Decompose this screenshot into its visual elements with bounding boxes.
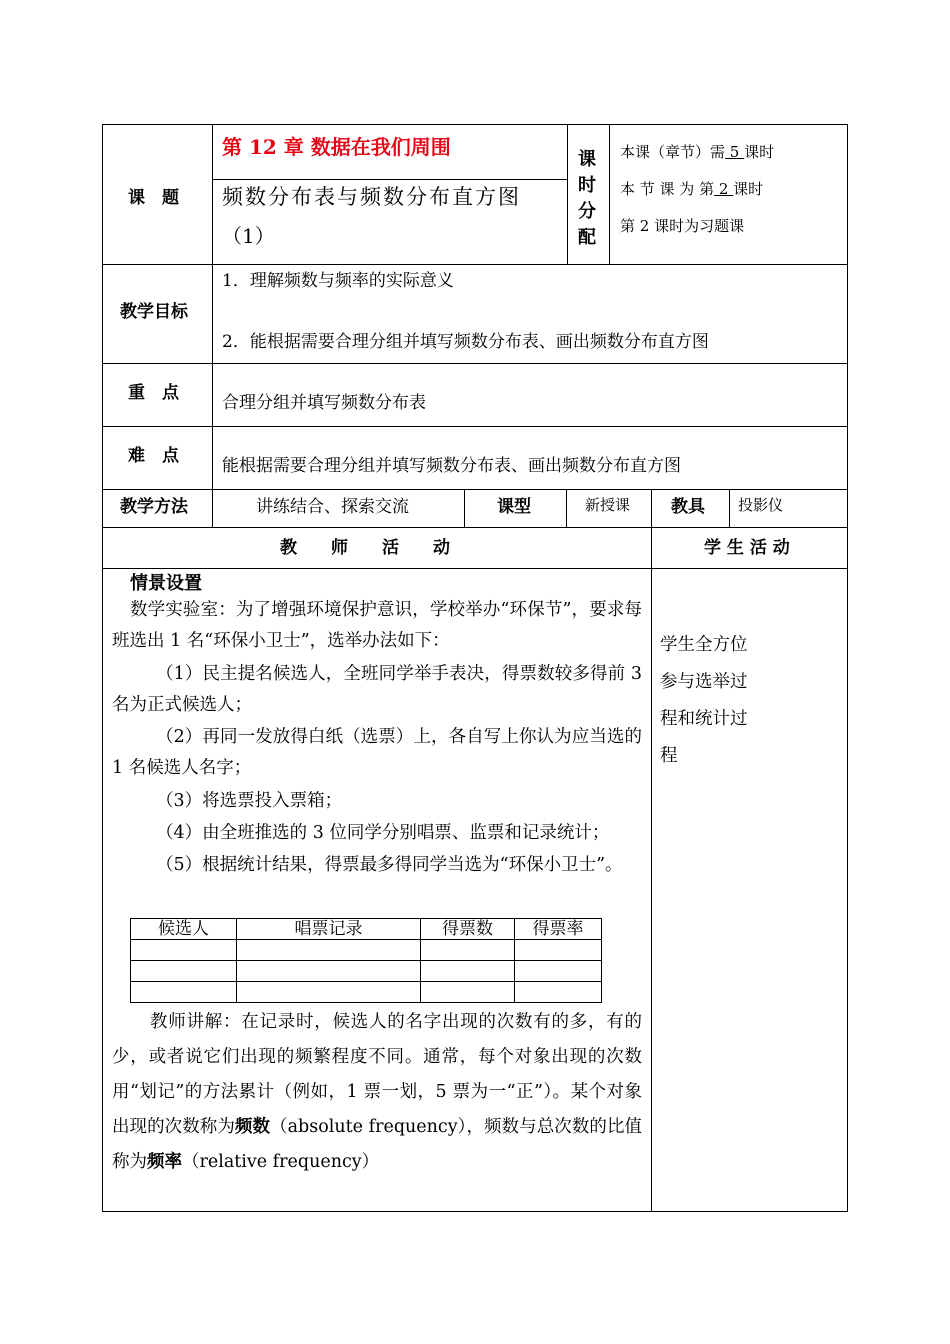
objectives-label: 教学目标 bbox=[120, 302, 188, 322]
table-cell bbox=[131, 940, 237, 961]
table-cell bbox=[515, 940, 602, 961]
method-label: 教学方法 bbox=[120, 497, 188, 517]
table-row bbox=[131, 982, 602, 1003]
intro-paragraph: 数学实验室：为了增强环境保护意识，学校举办“环保节”，要求每班选出 1 名“环保小卫士”，选举办法如下： bbox=[112, 600, 642, 651]
table-cell bbox=[131, 961, 237, 982]
difficulty-label: 难 点 bbox=[128, 446, 179, 466]
column-header: 得票率 bbox=[515, 919, 602, 940]
step-5: （5）根据统计结果，得票最多得同学当选为“环保小卫士”。 bbox=[156, 855, 623, 875]
column-header: 得票数 bbox=[421, 919, 515, 940]
table-cell bbox=[421, 961, 515, 982]
table-cell bbox=[421, 982, 515, 1003]
term-relative-frequency-en: （relative frequency） bbox=[182, 1152, 380, 1172]
schedule-label-char: 时 bbox=[578, 175, 596, 196]
method-value: 讲练结合、探索交流 bbox=[256, 497, 409, 517]
lesson-title: 频数分布表与频数分布直方图 bbox=[222, 185, 521, 209]
chapter-title: 第 12 章 数据在我们周围 bbox=[222, 135, 451, 159]
schedule-label-char: 课 bbox=[578, 149, 596, 170]
term-frequency: 频数 bbox=[234, 1117, 271, 1137]
step-2: （2）再同一发放得白纸（选票）上，各自写上你认为应当选的 1 名候选人名字； bbox=[112, 727, 642, 778]
teaching-aid-label: 教具 bbox=[671, 497, 705, 517]
table-cell bbox=[515, 961, 602, 982]
schedule-label-char: 分 bbox=[578, 201, 596, 222]
explanation-paragraph: 教师讲解：在记录时，候选人的名字出现的次数有的多，有的少，或者说它们出现的频繁程度不同。通常，每个对象出现的次数用“划记”的方法累计（例如，1 票一划，5 票为一“正”）。某个对象出现的次数称为频数（absolute frequency），频数与总次数的比值称为频率（relative frequency） bbox=[112, 1012, 643, 1172]
schedule-line-1: 本课（章节）需 5 课时 bbox=[620, 143, 775, 161]
step-4: （4）由全班推选的 3 位同学分别唱票、监票和记录统计； bbox=[156, 823, 610, 843]
teaching-aid-value: 投影仪 bbox=[738, 496, 784, 514]
table-cell bbox=[237, 961, 421, 982]
table-cell bbox=[515, 982, 602, 1003]
lesson-title-suffix: （1） bbox=[222, 224, 275, 248]
topic-label: 课 题 bbox=[128, 188, 179, 208]
schedule-line-2: 本 节 课 为 第 2 课时 bbox=[620, 180, 764, 198]
table-cell bbox=[237, 940, 421, 961]
difficulty-text: 能根据需要合理分组并填写频数分布表、画出频数分布直方图 bbox=[222, 456, 681, 476]
table-header-row bbox=[131, 919, 602, 940]
objective-item-2: 2．能根据需要合理分组并填写频数分布表、画出频数分布直方图 bbox=[222, 332, 709, 352]
step-3: （3）将选票投入票箱； bbox=[156, 791, 343, 811]
vote-table bbox=[130, 918, 602, 1003]
step-1: （1）民主提名候选人，全班同学举手表决，得票数较多得前 3 名为正式候选人； bbox=[112, 664, 642, 715]
schedule-line-3: 第 2 课时为习题课 bbox=[620, 217, 745, 235]
student-activity-header: 学 生 活 动 bbox=[704, 538, 790, 558]
key-point-text: 合理分组并填写频数分布表 bbox=[222, 393, 426, 413]
table-cell bbox=[421, 940, 515, 961]
key-point-label: 重 点 bbox=[128, 383, 179, 403]
column-header: 候选人 bbox=[131, 919, 237, 940]
section-title: 情景设置 bbox=[130, 573, 202, 594]
table-row bbox=[131, 961, 602, 982]
total-hours-value: 5 bbox=[725, 143, 745, 161]
teacher-activity-header: 教 师 活 动 bbox=[280, 538, 450, 558]
objective-item-1: 1．理解频数与频率的实际意义 bbox=[222, 271, 454, 291]
term-relative-frequency: 频率 bbox=[147, 1152, 182, 1172]
schedule-label-char: 配 bbox=[578, 227, 596, 248]
lesson-type-label: 课型 bbox=[497, 497, 531, 517]
table-cell bbox=[131, 982, 237, 1003]
column-header: 唱票记录 bbox=[237, 919, 421, 940]
lesson-type-value: 新授课 bbox=[585, 496, 631, 514]
current-hour-value: 2 bbox=[714, 180, 734, 198]
table-cell bbox=[237, 982, 421, 1003]
term-frequency-en: （absolute frequency） bbox=[270, 1117, 467, 1137]
table-row bbox=[131, 940, 602, 961]
student-activity-text: 学生全方位参与选举过程和统计过程 bbox=[660, 635, 748, 766]
